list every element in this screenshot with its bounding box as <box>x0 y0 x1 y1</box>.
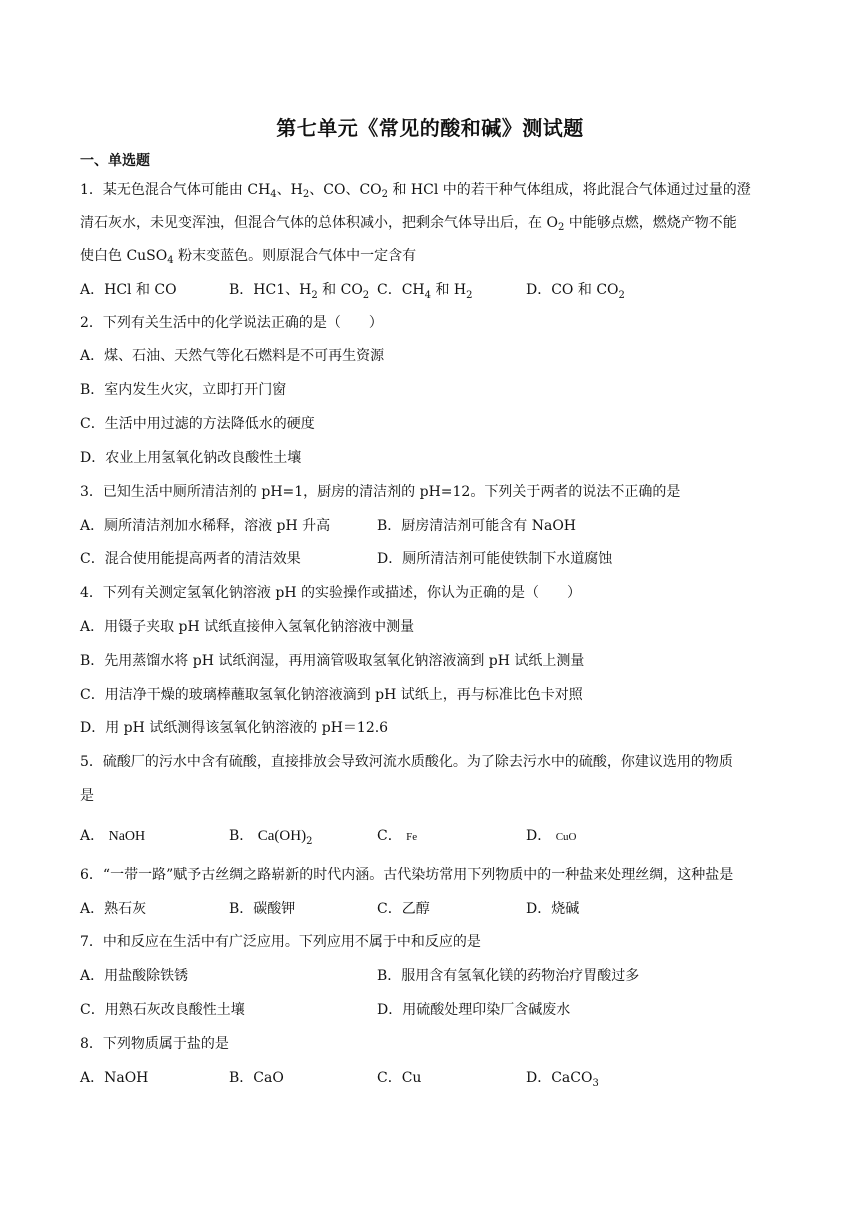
question-8-option-a: A．NaOH <box>80 1070 149 1086</box>
question-2-option-b: B．室内发生火灾，立即打开门窗 <box>80 382 287 398</box>
question-2-option-d: D．农业上用氢氧化钠改良酸性土壤 <box>80 450 302 466</box>
question-4-stem: 4．下列有关测定氢氧化钠溶液 pH 的实验操作或描述，你认为正确的是（ ） <box>80 585 581 601</box>
question-5-stem-line-1: 5．硫酸厂的污水中含有硫酸，直接排放会导致河流水质酸化。为了除去污水中的硫酸，你建议选用的物质 <box>80 754 733 770</box>
question-8-option-b: B．CaO <box>229 1070 284 1086</box>
section-heading: 一、单选题 <box>80 153 150 169</box>
question-6-option-c: C．乙醇 <box>377 901 430 917</box>
question-8-option-d: D．CaCO$_3$ <box>526 1070 599 1089</box>
question-7-option-c: C．用熟石灰改良酸性土壤 <box>80 1002 245 1018</box>
question-6-option-d: D．烧碱 <box>526 901 580 917</box>
question-8-stem: 8．下列物质属于盐的是 <box>80 1036 229 1052</box>
question-3-option-c: C．混合使用能提高两者的清洁效果 <box>80 551 301 567</box>
question-1-option-d: D．CO 和 $CO_2$ <box>526 282 625 301</box>
question-3-stem: 3．已知生活中厕所清洁剂的 pH=1，厨房的清洁剂的 pH=12。下列关于两者的说法不正确的是 <box>80 484 681 500</box>
question-1-line-2: 清石灰水，未见变浑浊，但混合气体的总体积减小，把剩余气体导出后，在 $O_2$ 中能够点燃，燃烧产物不能 <box>80 215 737 233</box>
question-6-stem: 6．“一带一路”赋予古丝绸之路崭新的时代内涵。古代染坊常用下列物质中的一种盐来处理丝绸，这种盐是 <box>80 867 734 883</box>
question-4-option-b: B．先用蒸馏水将 pH 试纸润湿，再用滴管吸取氢氧化钠溶液滴到 pH 试纸上测量 <box>80 653 585 669</box>
question-2-option-a: A．煤、石油、天然气等化石燃料是不可再生资源 <box>80 348 385 364</box>
question-1-option-b: B．HC1、$H_2$ 和 $CO_2$ <box>229 282 370 301</box>
question-4-option-d: D．用 pH 试纸测得该氢氧化钠溶液的 pH＝12.6 <box>80 720 389 736</box>
question-4-option-a: A．用镊子夹取 pH 试纸直接伸入氢氧化钠溶液中测量 <box>80 619 415 635</box>
question-5-option-a: A． NaOH <box>80 828 146 844</box>
question-7-option-d: D．用硫酸处理印染厂含碱废水 <box>377 1002 571 1018</box>
question-7-option-b: B．服用含有氢氧化镁的药物治疗胃酸过多 <box>377 968 640 984</box>
question-3-option-a: A．厕所清洁剂加水稀释，溶液 pH 升高 <box>80 518 331 534</box>
question-2-stem: 2．下列有关生活中的化学说法正确的是（ ） <box>80 315 383 331</box>
question-5-option-b: B． $Ca(OH)_2$ <box>229 828 313 847</box>
question-6-option-b: B．碳酸钾 <box>229 901 296 917</box>
question-3-option-d: D．厕所清洁剂可能使铁制下水道腐蚀 <box>377 551 613 567</box>
question-5-stem-line-2: 是 <box>80 788 94 804</box>
question-2-option-c: C．生活中用过滤的方法降低水的硬度 <box>80 416 315 432</box>
question-1-option-c: C．$CH_4$ 和 $H_2$ <box>377 282 473 301</box>
question-6-option-a: A．熟石灰 <box>80 901 147 917</box>
question-8-option-c: C．Cu <box>377 1070 422 1086</box>
question-1-option-a: A．HCl 和 CO <box>80 282 177 298</box>
question-1-line-3: 使白色 CuSO$_4$ 粉末变蓝色。则原混合气体中一定含有 <box>80 248 417 266</box>
page-title: 第七单元《常见的酸和碱》测试题 <box>276 116 584 140</box>
question-7-option-a: A．用盐酸除铁锈 <box>80 968 189 984</box>
question-4-option-c: C．用洁净干燥的玻璃棒蘸取氢氧化钠溶液滴到 pH 试纸上，再与标准比色卡对照 <box>80 687 583 703</box>
question-5-option-d: D． CuO <box>526 828 577 844</box>
question-7-stem: 7．中和反应在生活中有广泛应用。下列应用不属于中和反应的是 <box>80 934 481 950</box>
question-1-line-1: 1．某无色混合气体可能由 $CH_4$、$H_2$、CO、$CO_2$ 和 HCl 中的若干种气体组成，将此混合气体通过过量的澄 <box>80 182 751 200</box>
question-5-option-c: C． Fe <box>377 828 418 844</box>
question-3-option-b: B．厨房清洁剂可能含有 NaOH <box>377 518 577 534</box>
